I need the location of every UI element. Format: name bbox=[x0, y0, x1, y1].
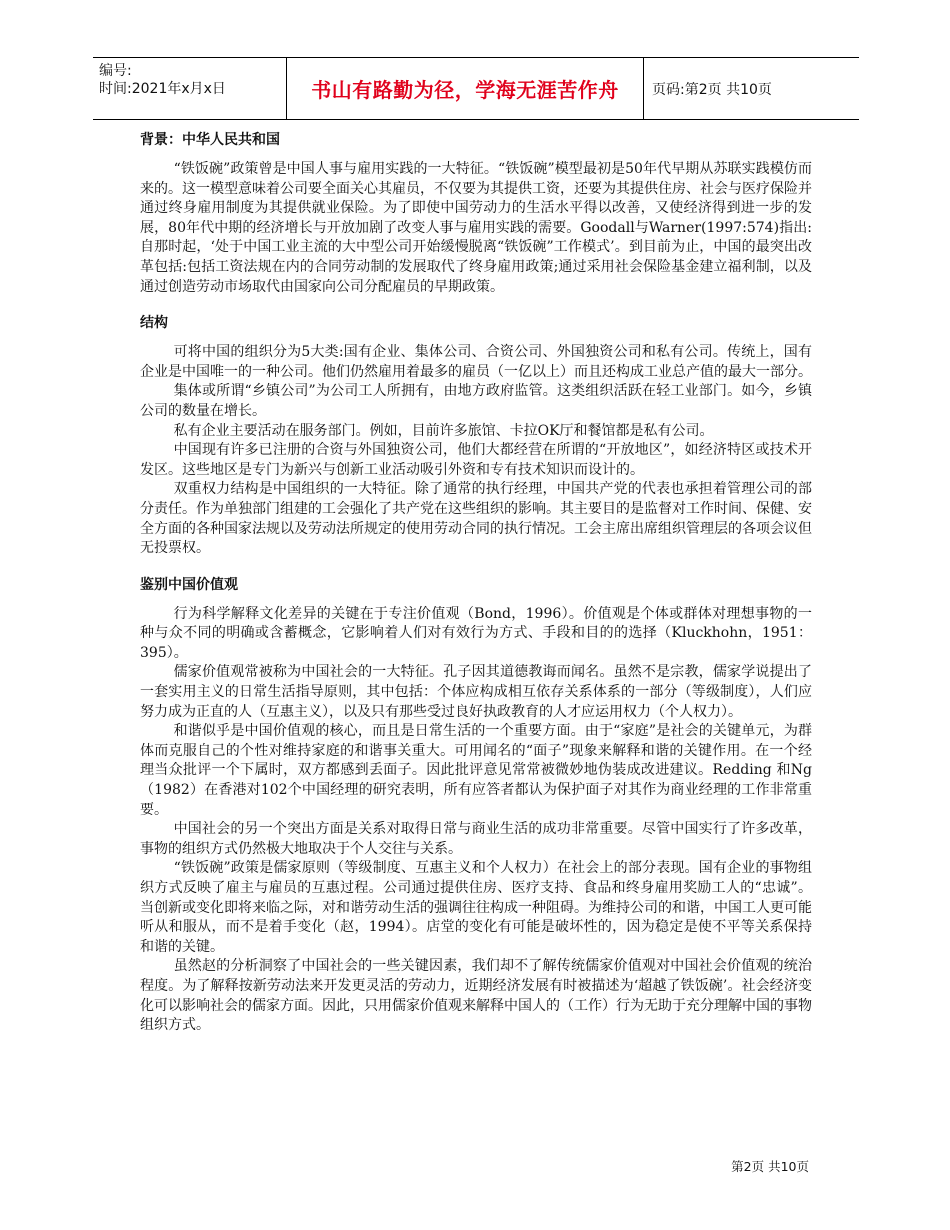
paragraph: 中国社会的另一个突出方面是关系对取得日常与商业生活的成功非常重要。尽管中国实行了许多改革，事物的组织方式仍然极大地取决于个人交往与关系。 bbox=[140, 821, 812, 857]
paragraph: 私有企业主要活动在服务部门。例如，目前许多旅馆、卡拉OK厅和餐馆都是私有公司。 bbox=[173, 422, 714, 439]
time-label: 时间:2021年x月x日 bbox=[99, 81, 226, 97]
paragraph: 可将中国的组织分为5大类:国有企业、集体公司、合资公司、外国独资公司和私有公司。传统上，国有企业是中国唯一的一种公司。他们仍然雇用着最多的雇员（一亿以上）而且还构成工业总产值的最大一部分。 bbox=[140, 344, 812, 380]
header-meta bbox=[93, 58, 286, 119]
footer-page-number: 第2页 共10页 bbox=[731, 1159, 809, 1174]
header-motto: 书山有路勤为径，学海无涯苦作舟 bbox=[286, 58, 644, 119]
section-heading-values: 鉴别中国价值观 bbox=[140, 576, 238, 593]
paragraph: 和谐似乎是中国价值观的核心，而且是日常生活的一个重要方面。由于“家庭”是社会的关键单元，为群体而克服自己的个性对维持家庭的和谐事关重大。可用闻名的“面子”现象来解释和谐的关键作用。在一个经理当众批评一个下属时，双方都感到丢面子。因此批评意见常常被微妙地伪装成改进建议。Redding 和Ng（1982）在香港对102个中国经理的研究表明，所有应答者都认为保护面子对其作为商业经理的工作非常重要。 bbox=[140, 723, 812, 818]
paragraph: 儒家价值观常被称为中国社会的一大特征。孔子因其道德教诲而闻名。虽然不是宗教，儒家学说提出了一套实用主义的日常生活指导原则，其中包括：个体应构成相互依存关系体系的一部分（等级制度），人们应努力成为正直的人（互惠主义），以及只有那些受过良好执政教育的人才应运用权力（个人权力）。 bbox=[140, 664, 812, 720]
page-header bbox=[93, 57, 859, 120]
paragraph: “铁饭碗”政策是儒家原则（等级制度、互惠主义和个人权力）在社会上的部分表现。国有企业的事物组织方式反映了雇主与雇员的互惠过程。公司通过提供住房、医疗支持、食品和终身雇用奖励工人的“忠诚”。当创新或变化即将来临之际，对和谐劳动生活的强调往往构成一种阻碍。为维持公司的和谐，中国工人更可能听从和服从，而不是着手变化（赵，1994）。店堂的变化有可能是破坏性的，因为稳定是使不平等关系保持和谐的关键。 bbox=[140, 860, 812, 955]
document-body bbox=[140, 130, 812, 1036]
header-page-number: 页码:第2页 共10页 bbox=[652, 81, 772, 98]
paragraph: 中国现有许多已注册的合资与外国独资公司，他们大都经营在所谓的“开放地区”，如经济特区或技术开发区。这些地区是专门为新兴与创新工业活动吸引外资和专有技术知识而设计的。 bbox=[140, 442, 812, 478]
paragraph: 集体或所谓“乡镇公司”为公司工人所拥有，由地方政府监管。这类组织活跃在轻工业部门。如今，乡镇公司的数量在增长。 bbox=[140, 383, 812, 419]
paragraph: 虽然赵的分析洞察了中国社会的一些关键因素，我们却不了解传统儒家价值观对中国社会价值观的统治程度。为了解释按新劳动法来开发更灵活的劳动力，近期经济发展有时被描述为‘超越了铁饭碗’。社会经济变化可以影响社会的儒家方面。因此，只用儒家价值观来解释中国人的（工作）行为无助于充分理解中国的事物组织方式。 bbox=[140, 958, 812, 1034]
paragraph: 行为科学解释文化差异的关键在于专注价值观（Bond，1996）。价值观是个体或群体对理想事物的一种与众不同的明确或含蓄概念，它影响着人们对有效行为方式、手段和目的的选择（Kluckhohn，1951：395）。 bbox=[140, 605, 812, 661]
section-heading-structure: 结构 bbox=[140, 315, 168, 332]
section-heading-background: 背景：中华人民共和国 bbox=[140, 132, 280, 148]
paragraph: “铁饭碗”政策曾是中国人事与雇用实践的一大特征。“铁饭碗”模型最初是50年代早期从苏联实践模仿而来的。这一模型意味着公司要全面关心其雇员，不仅要为其提供工资，还要为其提供住房、社会与医疗保险并通过终身雇用制度为其提供就业保险。为了即使中国劳动力的生活水平得以改善，又使经济得到进一步的发展，80年代中期的经济增长与开放加剧了改变人事与雇用实践的需要。Goodall与Warner(1997:574)指出:自那时起，‘处于中国工业主流的大中型公司开始缓慢脱离“铁饭碗”工作模式’。到目前为止，中国的最突出改革包括:包括工资法规在内的合同劳动制的发展取代了终身雇用政策;通过采用社会保险基金建立福利制，以及通过创造劳动市场取代由国家向公司分配雇员的早期政策。 bbox=[140, 161, 812, 295]
paragraph: 双重权力结构是中国组织的一大特征。除了通常的执行经理，中国共产党的代表也承担着管理公司的部分责任。作为单独部门组建的工会强化了共产党在这些组织的影响。其主要目的是监督对工作时间、保健、安全方面的各种国家法规以及劳动法所规定的使用劳动合同的执行情况。工会主席出席组织管理层的各项会议但无投票权。 bbox=[140, 481, 812, 557]
code-label: 编号: bbox=[99, 63, 132, 79]
